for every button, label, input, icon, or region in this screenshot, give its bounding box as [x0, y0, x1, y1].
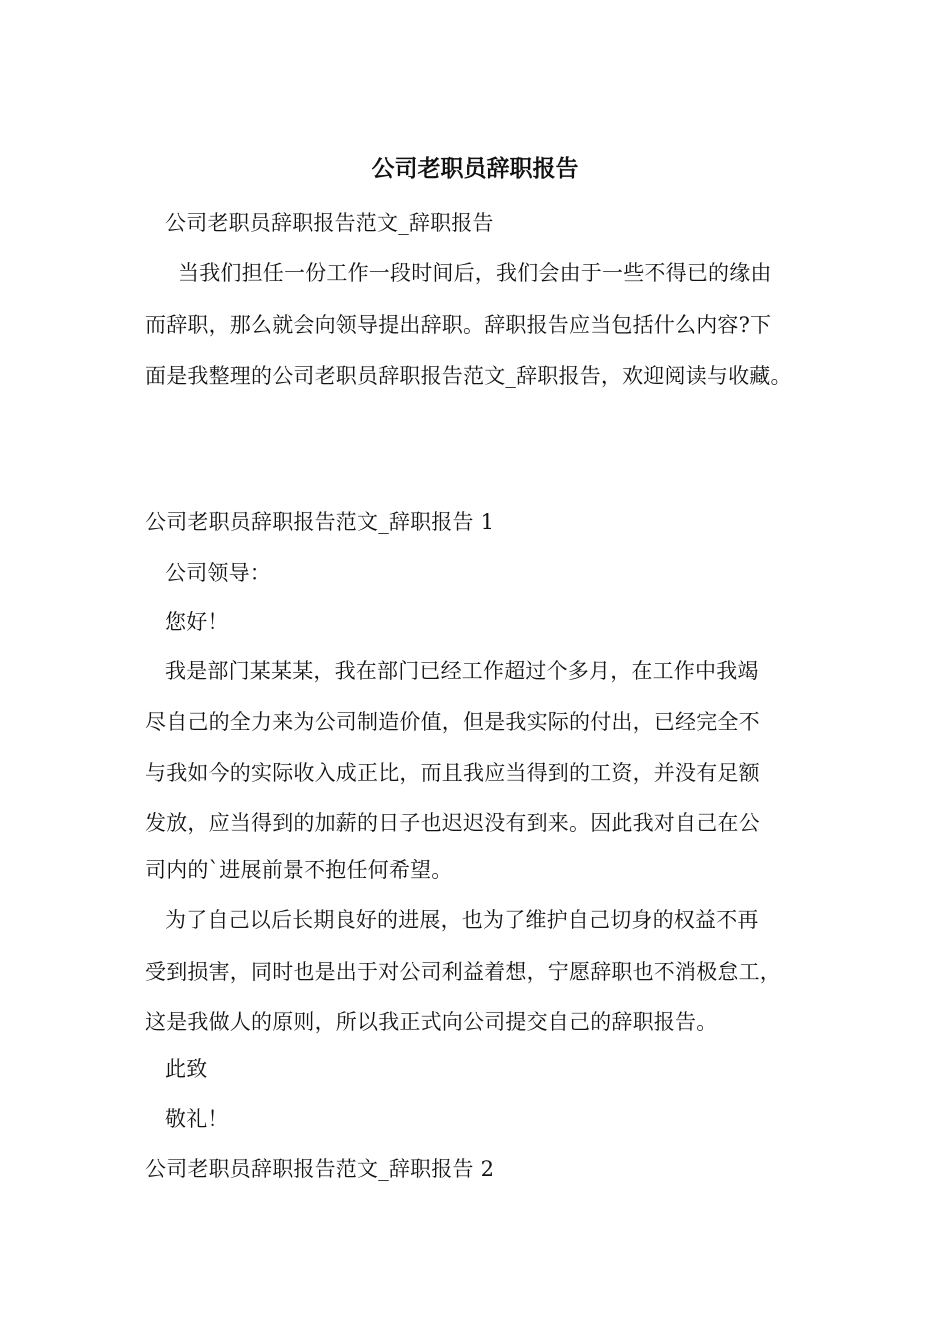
paragraph-line: 受到损害，同时也是出于对公司利益着想，宁愿辞职也不消极怠工，	[145, 960, 781, 984]
closing-line: 敬礼！	[165, 1107, 229, 1131]
salutation: 公司领导：	[165, 561, 271, 585]
section-heading-1: 公司老职员辞职报告范文_辞职报告 1	[145, 510, 495, 534]
paragraph-line: 与我如今的实际收入成正比，而且我应当得到的工资，并没有足额	[145, 761, 760, 785]
intro-line: 面是我整理的公司老职员辞职报告范文_辞职报告，欢迎阅读与收藏。	[145, 364, 792, 388]
paragraph-line: 尽自己的全力来为公司制造价值，但是我实际的付出，已经完全不	[145, 710, 760, 734]
paragraph-line: 这是我做人的原则，所以我正式向公司提交自己的辞职报告。	[145, 1010, 718, 1034]
intro-line: 当我们担任一份工作一段时间后，我们会由于一些不得已的缘由	[178, 261, 772, 285]
paragraph-line: 我是部门某某某，我在部门已经工作超过个多月，在工作中我竭	[165, 659, 759, 683]
document-subtitle: 公司老职员辞职报告范文_辞职报告	[165, 211, 494, 235]
paragraph-line: 为了自己以后长期良好的进展，也为了维护自己切身的权益不再	[165, 908, 759, 932]
section-heading-2: 公司老职员辞职报告范文_辞职报告 2	[145, 1157, 495, 1181]
document-title: 公司老职员辞职报告	[371, 155, 579, 182]
greeting: 您好！	[165, 610, 229, 634]
paragraph-line: 司内的`进展前景不抱任何希望。	[145, 858, 453, 882]
intro-line: 而辞职，那么就会向领导提出辞职。辞职报告应当包括什么内容?下	[145, 313, 772, 337]
paragraph-line: 发放，应当得到的加薪的日子也迟迟没有到来。因此我对自己在公	[145, 811, 760, 835]
closing-line: 此致	[165, 1057, 208, 1081]
